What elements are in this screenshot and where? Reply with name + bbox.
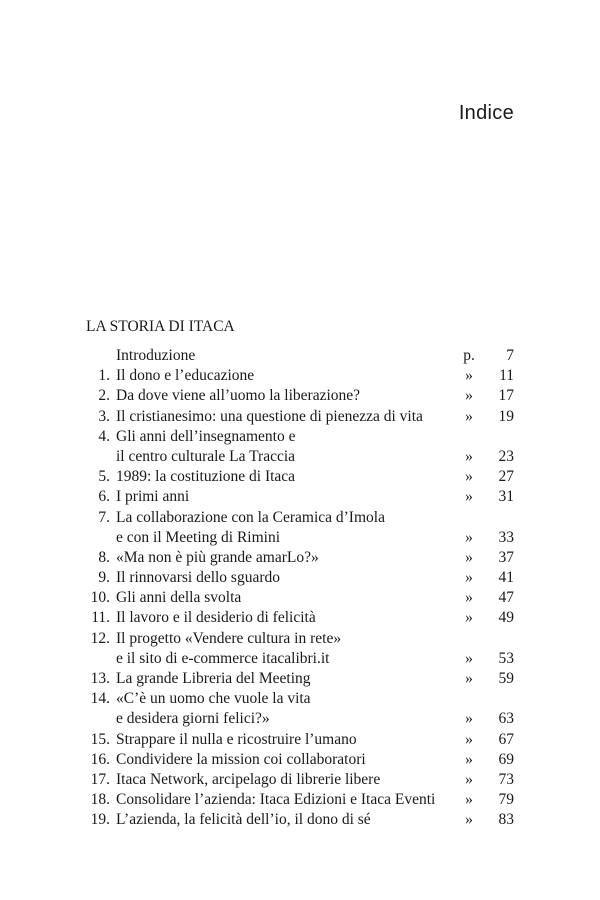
toc-entry-page: 53 — [498, 649, 514, 667]
toc-entry-number: 12. — [90, 629, 110, 647]
toc-entry-page: 17 — [498, 387, 514, 405]
toc-entry-title: Gli anni dell’insegnamento e — [116, 427, 296, 445]
toc-entry-page: 11 — [499, 367, 514, 385]
toc-entry-title: il centro culturale La Traccia — [116, 447, 296, 465]
toc-entry-title: Itaca Network, arcipelago di librerie libere — [116, 770, 381, 788]
toc-entry-page: 7 — [506, 347, 514, 364]
toc-entry-number: 11. — [91, 609, 110, 627]
toc-entry-title: 1989: la costituzione di Itaca — [116, 468, 296, 486]
toc-entry — [86, 689, 516, 709]
toc-entry — [86, 487, 516, 507]
toc-entry — [86, 508, 516, 528]
toc-entry — [86, 366, 516, 386]
toc-entry-title: I primi anni — [116, 488, 190, 506]
toc-entry-marker: » — [465, 649, 473, 667]
toc-entry-page: 19 — [498, 407, 514, 425]
toc-entry-number: 14. — [90, 690, 110, 708]
toc-entry-number: 18. — [90, 791, 110, 809]
toc-entry-marker: » — [465, 528, 473, 546]
toc-entry — [86, 810, 516, 830]
toc-entry-marker: » — [465, 589, 473, 607]
toc-entry-number: 1. — [98, 367, 110, 385]
toc-entry — [86, 649, 516, 669]
toc-entry-title: Il progetto «Vendere cultura in rete» — [116, 629, 342, 647]
toc-entry-marker: » — [465, 407, 473, 425]
toc-entry — [86, 730, 516, 750]
toc-entry-number: 2. — [98, 387, 110, 405]
toc-entry-page: 79 — [498, 791, 514, 809]
toc-entry-number: 8. — [98, 548, 110, 566]
toc-entry-title: e desidera giorni felici?» — [116, 710, 270, 728]
toc-entry-page: 47 — [498, 589, 514, 607]
toc-entry — [86, 447, 516, 467]
toc-entry-title: La collaborazione con la Ceramica d’Imola — [116, 508, 385, 526]
toc-entry-number: 5. — [98, 468, 110, 486]
toc-entry — [86, 346, 516, 366]
toc-entry — [86, 467, 516, 487]
toc-entry-number: 6. — [98, 488, 110, 506]
toc-entry-marker: » — [465, 730, 473, 748]
toc-entry-number: 15. — [90, 730, 110, 748]
toc-entry-number: 10. — [90, 589, 110, 607]
toc-entry — [86, 548, 516, 568]
toc-entry-title: L’azienda, la felicità dell’io, il dono di sé — [116, 811, 371, 829]
toc-entry-page: 41 — [498, 569, 514, 587]
toc-entry-page: 59 — [498, 670, 514, 687]
toc-entry-marker: » — [465, 770, 473, 788]
toc-entry-title: Introduzione — [116, 347, 196, 364]
toc-entry-title: e con il Meeting di Rimini — [116, 528, 281, 546]
toc-entry — [86, 528, 516, 548]
toc-entry-page: 73 — [498, 770, 514, 788]
toc-entry-number: 16. — [90, 750, 110, 768]
toc-entry-title: Gli anni della svolta — [116, 589, 242, 607]
toc-entry-page: 49 — [498, 609, 514, 627]
toc-entry — [86, 568, 516, 588]
toc-entry-title: Il dono e l’educazione — [116, 367, 255, 385]
toc-entry-title: «C’è un uomo che vuole la vita — [116, 690, 311, 708]
toc-entry-marker: » — [465, 670, 473, 687]
toc-entry-marker: » — [465, 811, 473, 829]
toc-entry-title: Il cristianesimo: una questione di pienezza di vita — [116, 407, 423, 425]
toc-entry-marker: » — [465, 569, 473, 587]
toc-entry-page: 69 — [498, 750, 514, 768]
toc-entry-number: 3. — [98, 407, 110, 425]
toc-entry-marker: » — [465, 609, 473, 627]
toc-entry-number: 7. — [98, 508, 110, 526]
toc-entry-marker: » — [465, 447, 473, 465]
toc-entry — [86, 790, 516, 810]
toc-entry-marker: » — [465, 367, 473, 385]
toc-entry-page: 33 — [498, 528, 514, 546]
toc-entry-number: 13. — [90, 670, 110, 687]
section-title: LA STORIA DI ITACA — [86, 318, 235, 335]
toc-entry-marker: » — [465, 488, 473, 506]
toc-entry-title: Condividere la mission coi collaboratori — [116, 750, 366, 768]
page-title: Indice — [458, 102, 514, 124]
toc-entry-number: 17. — [90, 770, 110, 788]
toc-entry-page: 31 — [498, 488, 514, 506]
toc-entry-title: Consolidare l’azienda: Itaca Edizioni e Itaca Eventi — [116, 791, 436, 809]
toc-entry-marker: » — [465, 468, 473, 486]
toc-entry-page: 27 — [498, 468, 514, 486]
toc-entry-page: 37 — [498, 548, 514, 566]
toc-entry-title: Strappare il nulla e ricostruire l’umano — [116, 730, 357, 748]
toc-entry — [86, 750, 516, 770]
toc-entry — [86, 407, 516, 427]
toc-entry — [86, 709, 516, 729]
toc-entry-title: Da dove viene all’uomo la liberazione? — [116, 387, 361, 405]
toc-entry-title: Il lavoro e il desiderio di felicità — [116, 609, 316, 627]
toc-entry-page: 63 — [498, 710, 514, 728]
toc-entry — [86, 427, 516, 447]
toc-entry-marker: » — [465, 710, 473, 728]
toc-entry-marker: » — [465, 548, 473, 566]
toc-entry — [86, 588, 516, 608]
toc-entry-title: «Ma non è più grande amarLo?» — [116, 548, 319, 566]
toc-entry-number: 9. — [98, 569, 110, 587]
toc-entry-marker: » — [465, 791, 473, 809]
toc-entry-marker: » — [465, 750, 473, 768]
toc-entry-page: 23 — [498, 447, 514, 465]
toc-entry — [86, 669, 516, 689]
toc-entry-marker: » — [465, 387, 473, 405]
table-of-contents — [86, 346, 516, 831]
toc-entry — [86, 386, 516, 406]
toc-entry-marker: p. — [463, 347, 475, 364]
toc-entry — [86, 629, 516, 649]
toc-entry — [86, 608, 516, 628]
toc-entry-number: 4. — [98, 427, 110, 445]
toc-entry-title: La grande Libreria del Meeting — [116, 670, 311, 687]
toc-entry-page: 83 — [498, 811, 514, 829]
toc-entry-number: 19. — [90, 811, 110, 829]
toc-entry-title: e il sito di e-commerce itacalibri.it — [116, 649, 330, 667]
toc-entry-page: 67 — [498, 730, 514, 748]
toc-entry-title: Il rinnovarsi dello sguardo — [116, 569, 281, 587]
toc-entry — [86, 770, 516, 790]
